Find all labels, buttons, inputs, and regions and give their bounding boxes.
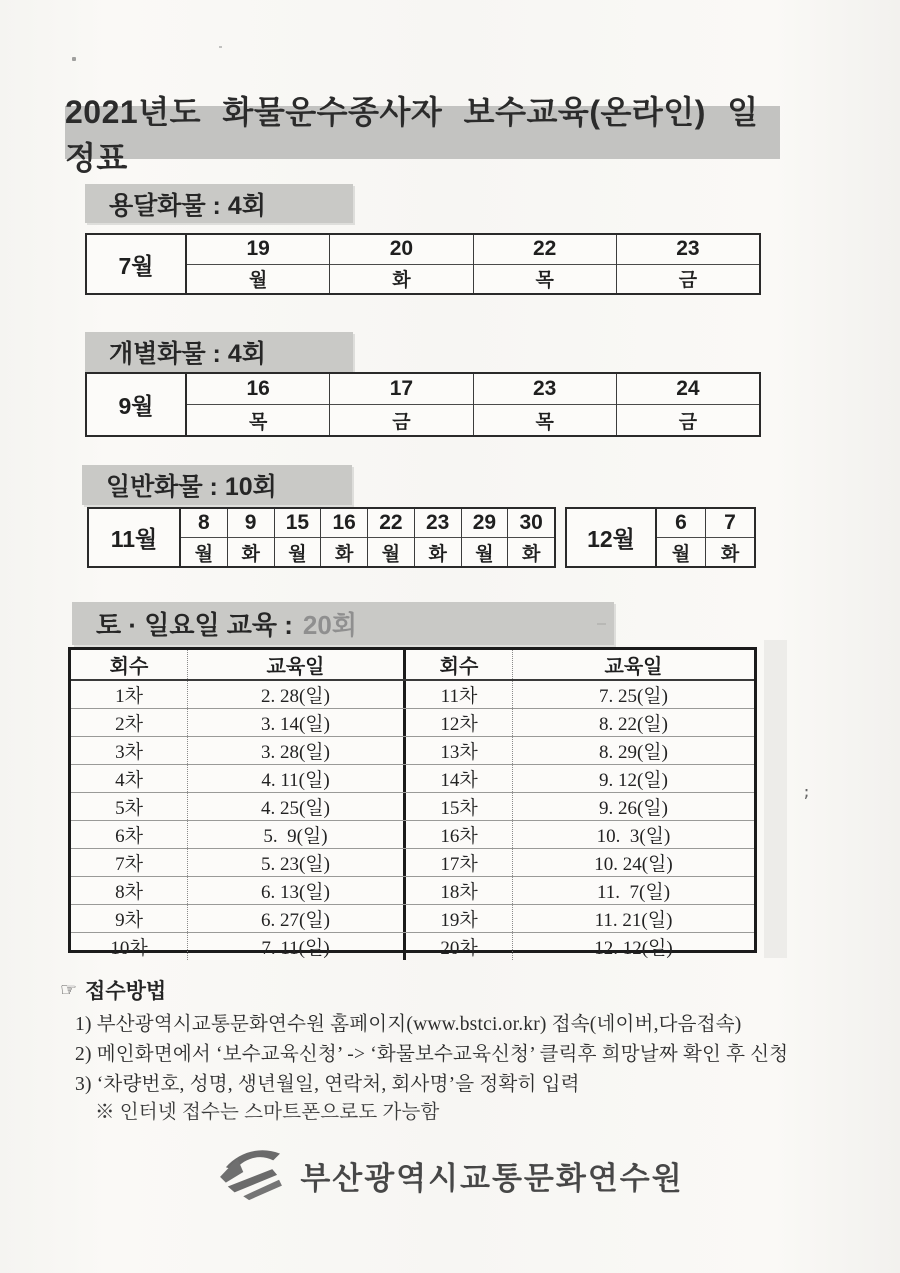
day-cell: 월	[671, 543, 691, 565]
table-row	[71, 793, 754, 821]
scan-dash-artifact	[597, 623, 606, 625]
weekend-heading-text: 토 · 일요일 교육 :	[96, 610, 293, 640]
scan-ink-artifact: ;	[802, 783, 812, 801]
schedule-col	[275, 509, 322, 566]
round-cell: 4차	[71, 765, 188, 792]
schedule-table-november	[87, 507, 556, 568]
day-cell: 목	[248, 411, 268, 433]
round-cell: 9차	[71, 905, 188, 932]
round-cell: 5차	[71, 793, 188, 820]
day-cell: 화	[334, 543, 354, 565]
round-cell: 6차	[71, 821, 188, 848]
round-cell: 12차	[403, 709, 513, 736]
round-cell: 11차	[403, 681, 513, 708]
scan-speck	[72, 57, 76, 61]
date-cell: 15	[275, 509, 321, 538]
schedule-col	[330, 235, 473, 293]
date-cell: 10. 3(일)	[596, 826, 671, 847]
date-cell: 23	[415, 509, 461, 538]
day-cell: 금	[678, 411, 698, 433]
date-cell: 9. 26(일)	[598, 798, 668, 819]
organization-name: 부산광역시교통문화연수원	[300, 1160, 684, 1196]
schedule-col	[321, 509, 368, 566]
schedule-col	[474, 235, 617, 293]
registration-method-heading	[60, 975, 166, 1005]
date-cell: 23	[474, 374, 616, 405]
date-cell: 4. 11(일)	[261, 770, 330, 791]
table-row	[71, 877, 754, 905]
date-cell: 6. 13(일)	[260, 882, 330, 903]
month-cell: 9월	[87, 374, 187, 435]
date-cell: 7. 11(일)	[261, 938, 330, 959]
date-cell: 19	[187, 235, 329, 265]
round-cell: 19차	[403, 905, 513, 932]
schedule-col	[657, 509, 706, 566]
column-header-round: 회수	[71, 650, 188, 679]
date-cell: 20	[330, 235, 472, 265]
date-cell: 11. 21(일)	[594, 910, 673, 931]
section-heading-ilban: 일반화물 : 10회	[82, 465, 352, 505]
round-cell: 20차	[403, 933, 513, 960]
round-cell: 10차	[71, 933, 188, 960]
day-cell: 화	[428, 543, 447, 565]
day-cell: 화	[241, 543, 260, 565]
weekend-table-header-row	[71, 650, 754, 681]
month-cell: 11월	[89, 509, 181, 566]
table-row	[71, 765, 754, 793]
column-header-date: 교육일	[266, 656, 325, 678]
section-heading-weekend	[72, 602, 614, 645]
month-cell: 7월	[87, 235, 187, 293]
column-header-round: 회수	[403, 650, 513, 679]
section-heading-gaebyeol: 개별화물 : 4회	[85, 332, 353, 372]
date-cell: 10. 24(일)	[594, 854, 673, 875]
day-cell: 목	[535, 411, 554, 433]
page-title: 2021년도 화물운수종사자 보수교육(온라인) 일정표	[65, 106, 780, 159]
scan-speck	[219, 46, 222, 48]
date-cell: 9. 12(일)	[598, 770, 668, 791]
schedule-col	[706, 509, 754, 566]
day-cell: 금	[678, 270, 698, 292]
date-cell: 5. 23(일)	[260, 854, 330, 875]
organization-logo	[0, 1145, 900, 1205]
date-cell: 7	[706, 509, 754, 538]
date-cell: 22	[368, 509, 414, 538]
schedule-col	[181, 509, 228, 566]
registration-step-2: 2) 메인화면에서 ‘보수교육신청’ -> ‘화물보수교육신청’ 클릭후 희망날짜 확인 후 신청	[75, 1044, 789, 1065]
weekend-schedule-table	[68, 647, 757, 959]
round-cell: 14차	[403, 765, 513, 792]
day-cell: 목	[535, 270, 554, 292]
day-cell: 화	[392, 270, 411, 292]
schedule-col	[187, 374, 330, 435]
day-cell: 화	[720, 543, 740, 565]
day-cell: 월	[381, 543, 401, 565]
round-cell: 17차	[403, 849, 513, 876]
round-cell: 15차	[403, 793, 513, 820]
date-cell: 8. 29(일)	[598, 742, 668, 763]
date-cell: 24	[617, 374, 759, 405]
date-cell: 17	[330, 374, 472, 405]
registration-step-3: 3) ‘차량번호, 성명, 생년월일, 연락처, 회사명’을 정확히 입력	[75, 1074, 580, 1095]
schedule-col	[187, 235, 330, 293]
date-cell: 12. 12(일)	[594, 938, 673, 959]
mountain-road-emblem-icon	[216, 1144, 286, 1207]
table-row	[71, 933, 754, 960]
round-cell: 7차	[71, 849, 188, 876]
day-cell: 월	[194, 543, 214, 565]
schedule-col	[474, 374, 617, 435]
pointing-hand-icon: ☞	[60, 979, 78, 1001]
round-cell: 3차	[71, 737, 188, 764]
schedule-col	[368, 509, 415, 566]
table-row	[71, 737, 754, 765]
date-cell: 6. 27(일)	[260, 910, 330, 931]
round-cell: 13차	[403, 737, 513, 764]
month-cell: 12월	[567, 509, 657, 566]
round-cell: 18차	[403, 877, 513, 904]
round-cell: 16차	[403, 821, 513, 848]
date-cell: 23	[617, 235, 759, 265]
round-cell: 2차	[71, 709, 188, 736]
date-cell: 29	[462, 509, 508, 538]
date-cell: 7. 25(일)	[598, 686, 668, 707]
date-cell: 22	[474, 235, 616, 265]
date-cell: 11. 7(일)	[596, 882, 671, 903]
scan-shadow-band	[764, 640, 787, 958]
date-cell: 3. 14(일)	[260, 714, 330, 735]
table-row	[71, 849, 754, 877]
date-cell: 3. 28(일)	[260, 742, 330, 763]
table-row	[71, 709, 754, 737]
date-cell: 30	[508, 509, 554, 538]
schedule-col	[508, 509, 554, 566]
schedule-table-july	[85, 233, 761, 295]
table-row	[71, 821, 754, 849]
schedule-col	[330, 374, 473, 435]
round-cell: 8차	[71, 877, 188, 904]
day-cell: 금	[392, 411, 411, 433]
date-cell: 2. 28(일)	[260, 686, 330, 707]
day-cell: 월	[248, 270, 268, 292]
schedule-col	[228, 509, 275, 566]
table-row	[71, 905, 754, 933]
schedule-col	[617, 235, 759, 293]
table-row	[71, 681, 754, 709]
round-cell: 1차	[71, 681, 188, 708]
date-cell: 8. 22(일)	[598, 714, 668, 735]
day-cell: 월	[288, 543, 307, 565]
date-cell: 8	[181, 509, 227, 538]
schedule-table-december	[565, 507, 756, 568]
column-header-date: 교육일	[604, 656, 663, 678]
schedule-col	[617, 374, 759, 435]
section-heading-yongdal: 용달화물 : 4회	[85, 184, 353, 223]
schedule-table-september	[85, 372, 761, 437]
date-cell: 4. 25(일)	[260, 798, 330, 819]
day-cell: 화	[521, 543, 541, 565]
date-cell: 16	[321, 509, 367, 538]
date-cell: 9	[228, 509, 274, 538]
date-cell: 16	[187, 374, 329, 405]
schedule-col	[415, 509, 462, 566]
registration-heading-text: 접수방법	[85, 979, 167, 1003]
weekend-heading-count: 20회	[302, 610, 357, 640]
day-cell: 월	[475, 543, 494, 565]
date-cell: 6	[657, 509, 705, 538]
registration-note: ※ 인터넷 접수는 스마트폰으로도 가능함	[95, 1102, 440, 1123]
registration-step-1: 1) 부산광역시교통문화연수원 홈페이지(www.bstci.or.kr) 접속(네이버,다음접속)	[75, 1014, 742, 1035]
schedule-col	[462, 509, 509, 566]
date-cell: 5. 9(일)	[263, 826, 328, 847]
